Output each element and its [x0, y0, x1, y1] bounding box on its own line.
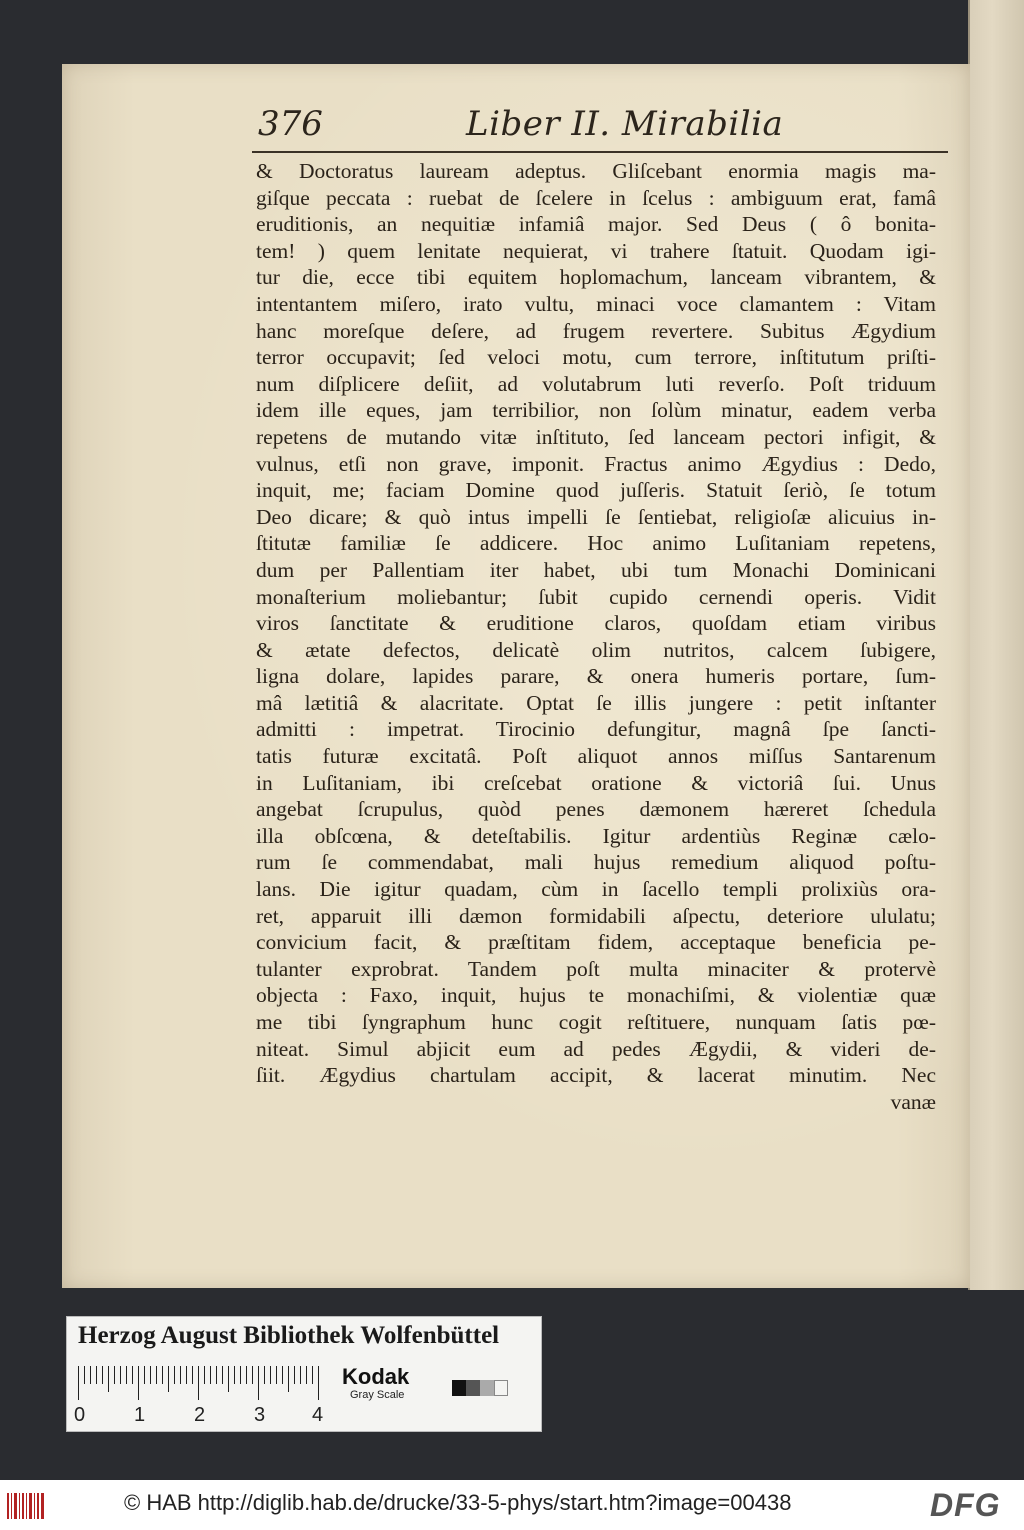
- text-line: Deo dicare; & quò intus impelli ſe ſentiebat, religioſæ alicuius in-: [256, 504, 936, 529]
- ruler-tick: [318, 1366, 319, 1400]
- text-line: angebat ſcrupulus, quòd penes dæmonem hæreret ſchedula: [256, 797, 936, 822]
- ruler-tick: [270, 1366, 271, 1384]
- ruler-tick: [276, 1366, 277, 1384]
- ruler-tick: [126, 1366, 127, 1384]
- text-line: tatis futuræ excitatâ. Poſt aliquot annos miſſus Santarenum: [256, 744, 936, 769]
- text-line: & ætate defectos, delicatè olim nutritos, calcem ſubigere,: [256, 637, 936, 662]
- ruler-tick: [192, 1366, 193, 1384]
- gray-patch: [494, 1380, 508, 1396]
- ruler-tick: [306, 1366, 307, 1384]
- text-line: niteat. Simul abjicit eum ad pedes Ægydii, & videri de-: [256, 1036, 936, 1061]
- library-name: Herzog August Bibliothek Wolfenbüttel: [78, 1322, 500, 1349]
- ruler-tick: [246, 1366, 247, 1384]
- ruler-tick: [222, 1366, 223, 1384]
- text-line: terror occupavit; ſed veloci motu, cum terrore, inſtitutum priſti-: [256, 345, 936, 370]
- ruler-tick: [210, 1366, 211, 1384]
- ruler-tick: [150, 1366, 151, 1384]
- ruler-tick: [204, 1366, 205, 1384]
- ruler-tick: [120, 1366, 121, 1384]
- ruler-number: 1: [134, 1404, 146, 1426]
- ruler-tick: [186, 1366, 187, 1384]
- ruler-tick: [228, 1366, 229, 1392]
- ruler-tick: [102, 1366, 103, 1384]
- catchword: vanæ: [890, 1089, 936, 1114]
- dfg-logo: DFG: [930, 1487, 1001, 1523]
- ruler-tick: [234, 1366, 235, 1384]
- text-line: rum ſe commendabat, mali hujus remedium aliquod poſtu-: [256, 850, 936, 875]
- text-line: vulnus, etſi non grave, imponit. Fractus animo Ægydius : Dedo,: [256, 451, 936, 476]
- ruler-tick: [258, 1366, 259, 1400]
- page-number: 376: [258, 104, 323, 144]
- text-line: num diſplicere deſiit, ad volutabrum luti reverſo. Poſt triduum: [256, 371, 936, 396]
- gray-scale-label: Gray Scale: [350, 1389, 405, 1401]
- text-line: repetens de mutando vitæ inſtituto, ſed lanceam pectori infigit, &: [256, 424, 936, 449]
- text-line: tulanter exprobrat. Tandem poſt multa minaciter & protervè: [256, 956, 936, 981]
- ruler-tick: [132, 1366, 133, 1384]
- ruler-number: 3: [254, 1404, 266, 1426]
- text-line: ligna dolare, lapides parare, & onera humeris portare, ſum-: [256, 664, 936, 689]
- text-line: lans. Die igitur quadam, cùm in ſacello templi prolixiùs ora-: [256, 877, 936, 902]
- footer-credit[interactable]: © HAB http://diglib.hab.de/drucke/33-5-phys/start.htm?image=00438: [124, 1490, 792, 1515]
- text-line: illa obſcœna, & deteſtabilis. Igitur ardentiùs Reginæ cælo-: [256, 823, 936, 848]
- text-line: objecta : Faxo, inquit, hujus te monachiſmi, & violentiæ quæ: [256, 983, 936, 1008]
- ruler-number: 2: [194, 1404, 206, 1426]
- text-line: dum per Pallentiam iter habet, ubi tum Monachi Dominicani: [256, 557, 936, 582]
- ruler-tick: [180, 1366, 181, 1384]
- text-line: me tibi ſyngraphum hunc cogit reſtituere, nunquam ſatis pœ-: [256, 1010, 936, 1034]
- text-line: ſiit. Ægydius chartulam accipit, & lacerat minutim. Nec: [256, 1063, 936, 1088]
- ruler-tick: [84, 1366, 85, 1384]
- ruler-tick: [300, 1366, 301, 1384]
- ruler-number: 4: [312, 1404, 324, 1426]
- ruler-tick: [174, 1366, 175, 1384]
- gray-patch: [466, 1380, 480, 1396]
- ruler-tick: [108, 1366, 109, 1392]
- text-line: admitti : impetrat. Tirocinio defungitur, magnâ ſpe ſancti-: [256, 717, 936, 742]
- text-line: in Luſitaniam, ibi creſcebat oratione & victoriâ ſui. Unus: [256, 770, 936, 795]
- header-rule: [252, 151, 948, 153]
- text-line: monaſterium moliebantur; ſubit cupido cernendi operis. Vidit: [256, 584, 936, 609]
- text-line: ret, apparuit illi dæmon formidabili aſpectu, deteriore ululatu;: [256, 903, 936, 928]
- ruler-tick: [144, 1366, 145, 1384]
- text-line: tem! ) quem lenitate nequierat, vi trahere ſtatuit. Quodam igi-: [256, 238, 936, 263]
- next-page-edge: [968, 0, 1024, 1290]
- ruler-tick: [138, 1366, 139, 1400]
- text-line: intentantem miſero, irato vultu, minaci voce clamantem : Vitam: [256, 291, 936, 316]
- gray-patch: [480, 1380, 494, 1396]
- text-line: mâ lætitiâ & alacritate. Optat ſe illis jungere : petit inſtanter: [256, 690, 936, 715]
- ruler-tick: [168, 1366, 169, 1392]
- ruler-scale: [78, 1366, 322, 1402]
- running-head: Liber II. Mirabilia: [466, 104, 784, 144]
- ruler-tick: [96, 1366, 97, 1384]
- text-line: convicium facit, & præſtitam fidem, acceptaque beneficia pe-: [256, 930, 936, 955]
- text-line: hanc moreſque deſere, ad frugem revertere. Subitus Ægydium: [256, 318, 936, 343]
- ruler-tick: [240, 1366, 241, 1384]
- barcode-icon: [6, 1491, 46, 1521]
- ruler-tick: [198, 1366, 199, 1400]
- text-line: tur die, ecce tibi equitem hoplomachum, lanceam vibrantem, &: [256, 265, 936, 290]
- ruler-tick: [156, 1366, 157, 1384]
- ruler-tick: [162, 1366, 163, 1384]
- gray-patch: [452, 1380, 466, 1396]
- ruler-number: 0: [74, 1404, 86, 1426]
- ruler-tick: [264, 1366, 265, 1384]
- ruler-tick: [294, 1366, 295, 1384]
- ruler-tick: [78, 1366, 79, 1400]
- text-line: giſque peccata : ruebat de ſcelere in ſcelus : ambiguum erat, famâ: [256, 185, 936, 210]
- ruler-tick: [288, 1366, 289, 1392]
- ruler-tick: [312, 1366, 313, 1384]
- text-line: & Doctoratus lauream adeptus. Gliſcebant enormia magis ma-: [256, 159, 936, 183]
- ruler-tick: [252, 1366, 253, 1384]
- text-line: viros ſanctitate & eruditione claros, quoſdam etiam viribus: [256, 611, 936, 636]
- text-line: eruditionis, an nequitiæ infamiâ major. Sed Deus ( ô bonita-: [256, 212, 936, 237]
- text-line: idem ille eques, jam terribilior, non ſolùm minatur, eadem verba: [256, 398, 936, 423]
- ruler-tick: [282, 1366, 283, 1384]
- ruler-tick: [114, 1366, 115, 1384]
- ruler-tick: [216, 1366, 217, 1384]
- text-line: inquit, me; faciam Domine quod juſſeris. Statuit ſeriò, ſe totum: [256, 478, 936, 503]
- ruler-tick: [90, 1366, 91, 1384]
- gray-scale-patches: [452, 1380, 508, 1396]
- text-line: ſtitutæ familiæ ſe addicere. Hoc animo Luſitaniam repetens,: [256, 531, 936, 556]
- body-text: [256, 158, 936, 1115]
- kodak-label: Kodak: [342, 1364, 410, 1389]
